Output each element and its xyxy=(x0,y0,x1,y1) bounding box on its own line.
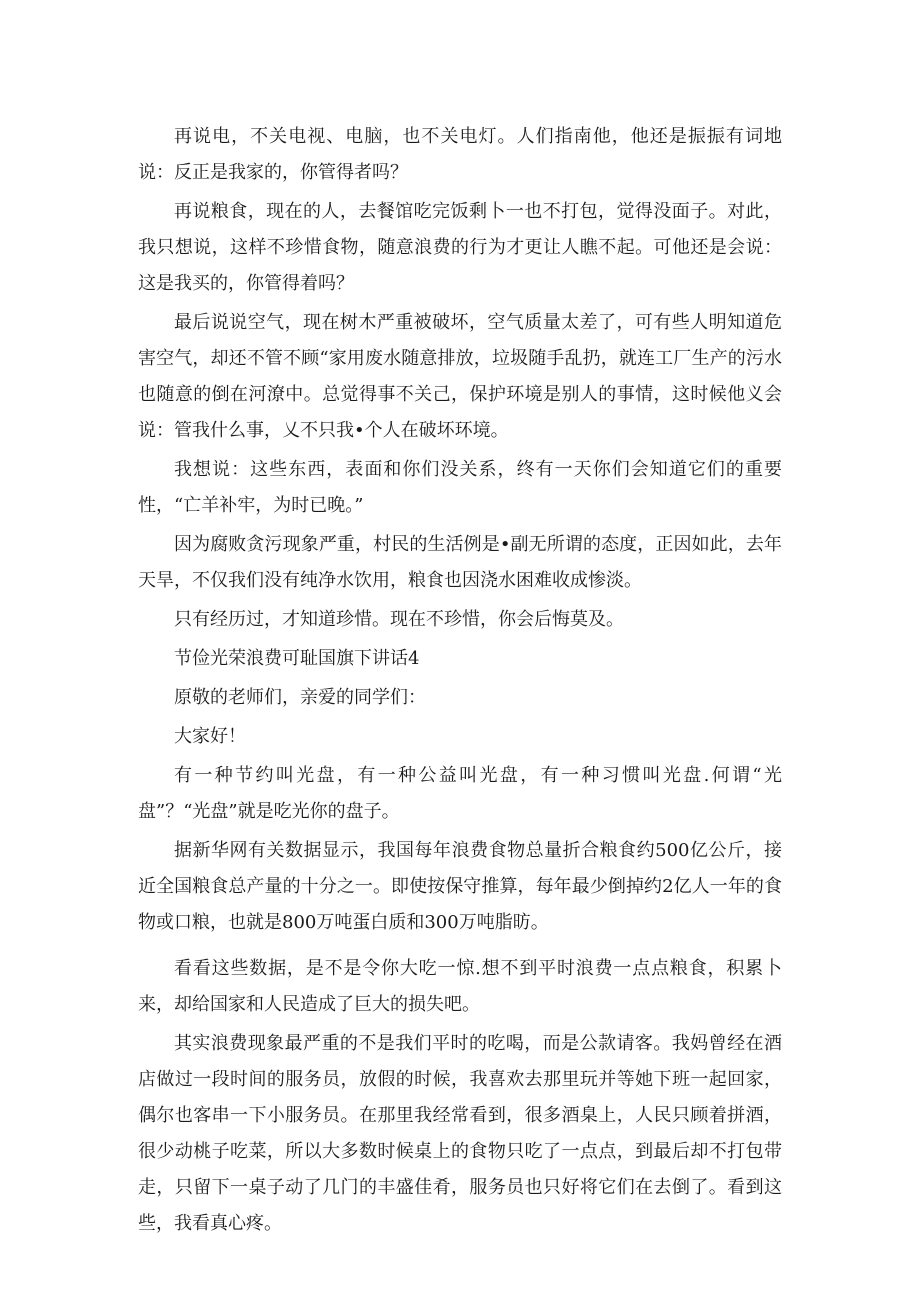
greeting: 大家好！ xyxy=(174,726,246,747)
speech-title: 节俭光荣浪费可耻国旗下讲话4 xyxy=(174,648,420,669)
paragraph-statistics: 据新华网有关数据显示，我国每年浪费食物总量折合粮食约500亿公斤，接近全国粮食总产量的十分之一。即使按保守推算，每年最少倒掉约2亿人一年的食物或口粮，也就是800万吨蛋白质和300万吨脂昉。 xyxy=(138,840,782,933)
paragraph-clean-plate: 有一种节约叫光盘，有一种公益叫光盘，有一种习惯叫光盘.何谓“光盘”？“光盘”就是吃光你的盘子。 xyxy=(138,765,782,822)
paragraph-corruption: 因为腐败贪污现象严重，村民的生活例是•副无所谓的态度，正因如此，去年天旱，不仅我们没有纯净水饮用，粮食也因浇水困难收成惨淡。 xyxy=(138,534,782,591)
paragraph-banquet: 其实浪费现象最严重的不是我们平时的吃喝，而是公款请客。我妈曾经在酒店做过一段时间的服务员，放假的时候，我喜欢去那里玩并等她下班一起回家，偶尔也客串一下小服务员。在那里我经常看到，很多酒臬上，人民只顾着拼酒，很少动桃子吃菜，所以大多数时候桌上的食物只吃了一点点，到最后却不打包带走，只留下一桌子动了几门的丰盛佳肴，服务员也只好将它们在去倒了。看到这些，我看真心疼。 xyxy=(138,1033,782,1234)
paragraph-cherish: 只有经历过，才知道珍惜。现在不珍惜，你会后悔莫及。 xyxy=(174,609,624,630)
paragraph-food: 再说粮食，现在的人，去餐馆吃完饭剩卜一也不打包，觉得没面子。对此，我只想说，这样不珍惜食物，随意浪费的行为才更让人瞧不起。可他还是会说：这是我买的，你管得着吗？ xyxy=(138,201,782,294)
paragraph-air: 最后说说空气，现在树木严重被破坏，空气质量太差了，可有些人明知道危害空气，却还不管不顾“家用废水随意排放，垃圾随手乱扔，就连工厂生产的污水也随意的倒在河潦中。总觉得事不关己，保护环境是别人的事情，这时候他义会说：管我什么事，乂不只我•个人在破坏环境。 xyxy=(138,312,782,441)
paragraph-surprise: 看看这些数据，是不是令你大吃一惊.想不到平时浪费一点点粮食，积累卜来，却给国家和人民造成了巨大的损失吧。 xyxy=(138,958,782,1015)
document-body xyxy=(138,119,782,1245)
paragraph-warning: 我想说：这些东西，表面和你们没关系，终有一天你们会知道它们的重要性，“亡羊补牢，为时已晚。” xyxy=(138,459,782,516)
salutation: 原敬的老师们，亲爱的同学们： xyxy=(174,687,426,708)
paragraph-electricity: 再说电，不关电视、电脑，也不关电灯。人们指南他，他还是振振有词地说：反正是我家的，你管得者吗？ xyxy=(138,126,782,183)
